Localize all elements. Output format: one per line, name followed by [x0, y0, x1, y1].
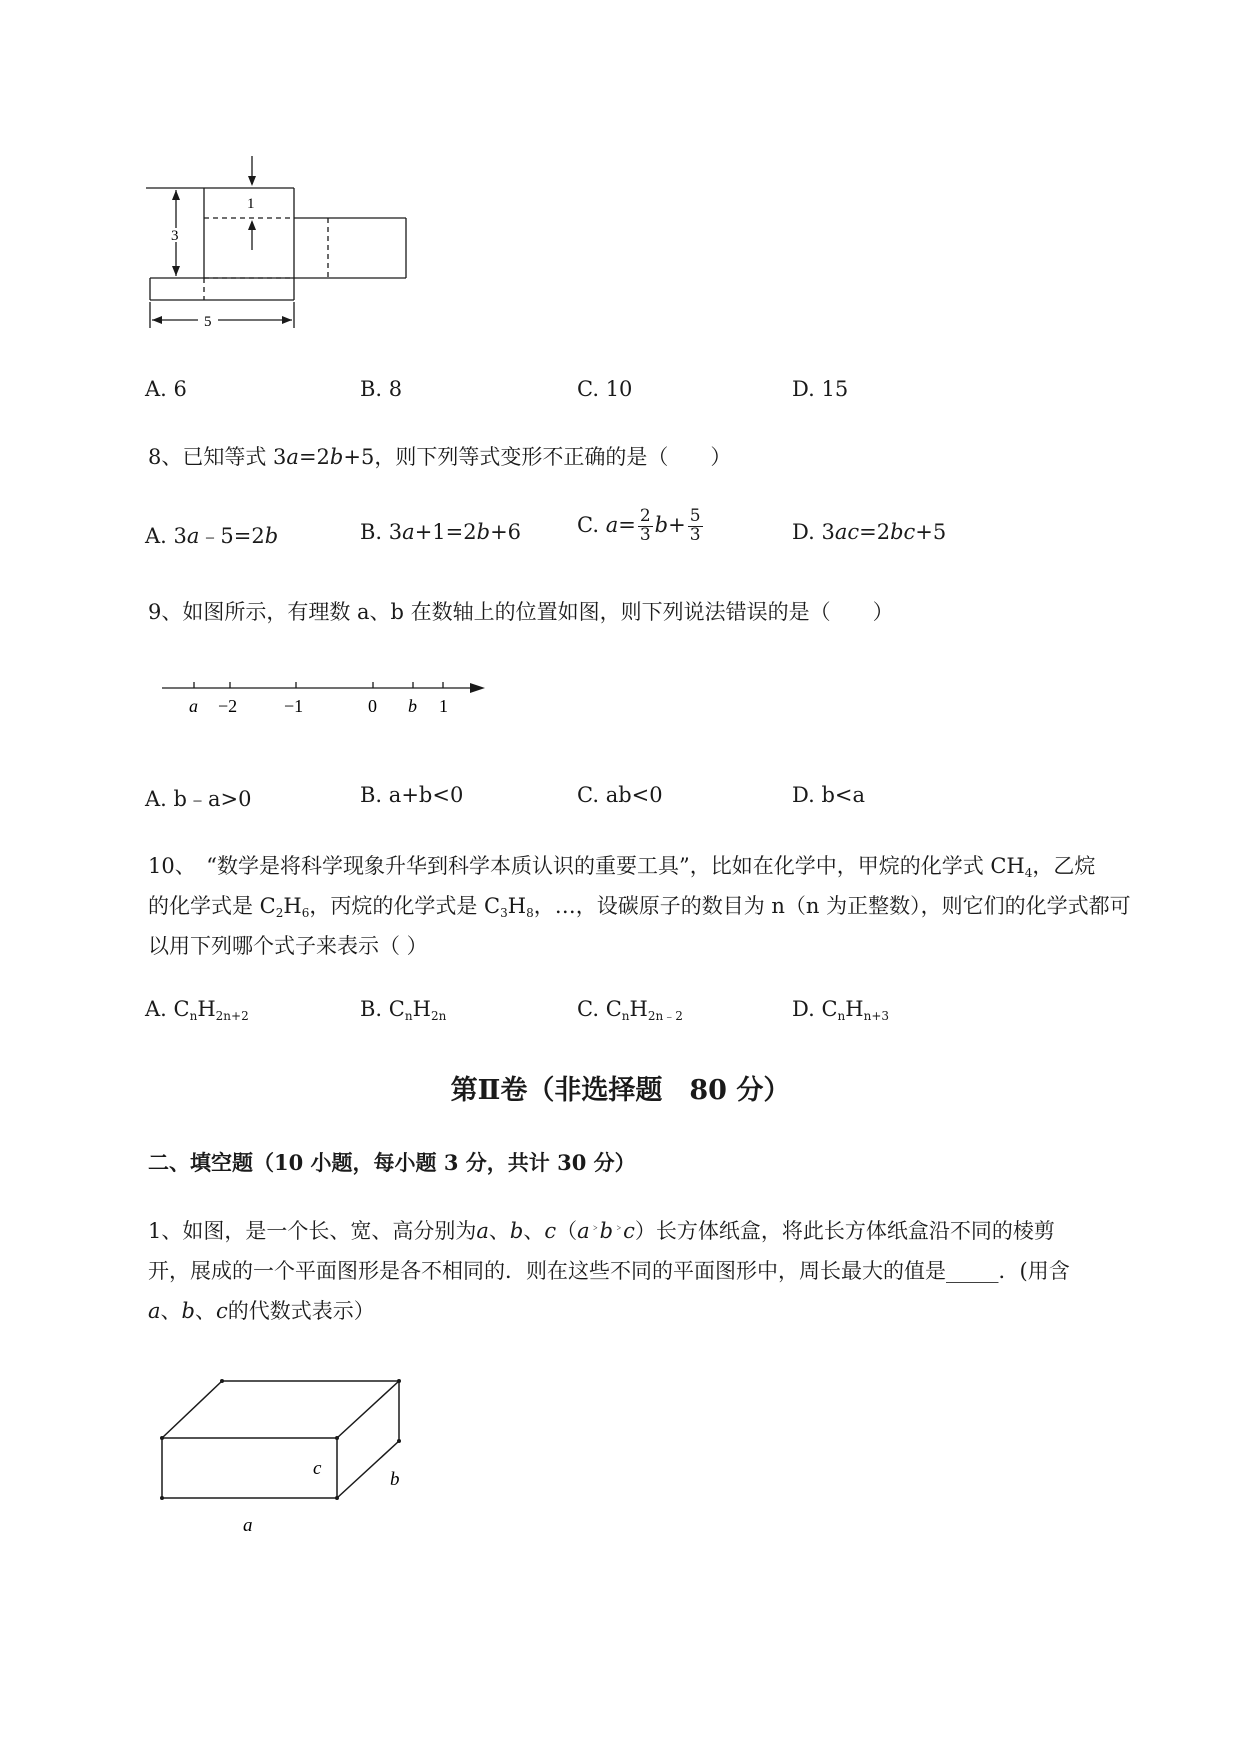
cuboid-label-c: c [313, 1458, 322, 1479]
vertex [335, 1436, 339, 1440]
q8-stem: 8、已知等式 3a=2b+5，则下列等式变形不正确的是（ ） [148, 445, 732, 469]
q9-option-c[interactable]: C. ab<0 [577, 783, 663, 807]
arrowhead-down [172, 266, 180, 276]
label-a: a [189, 696, 198, 716]
label-minus-1: −1 [284, 696, 304, 716]
label-minus-2: −2 [218, 696, 238, 716]
q9-option-d[interactable]: D. b<a [792, 783, 866, 807]
q8-option-c[interactable]: C. a= $\frac{2}{3}$ b+ $\frac{5}{3}$ [577, 506, 701, 545]
dim-label-1: 1 [247, 196, 255, 212]
q8-option-d[interactable]: D. 3ac=2bc+5 [792, 520, 947, 544]
fill1-cuboid-figure [150, 1365, 430, 1545]
q7-net-figure [140, 150, 420, 335]
vertex [160, 1496, 164, 1500]
fraction-two-thirds: $\frac{2}{3}$ [639, 506, 651, 545]
q10-option-b[interactable]: B. $C_nH_{2n}$ [360, 997, 447, 1023]
vertex [397, 1379, 401, 1383]
dim-label-3: 3 [171, 228, 179, 244]
fill1-line1: 1、如图，是一个长、宽、高分别为a、b、c（a﹥b﹥c）长方体纸盒，将此长方体纸盒沿不同的棱剪 [148, 1219, 1055, 1243]
q7-option-c[interactable]: C. 10 [577, 377, 633, 401]
cuboid-label-a: a [243, 1515, 253, 1536]
q7-option-d[interactable]: D. 15 [792, 377, 849, 401]
label-b: b [408, 696, 417, 716]
arrowhead-up [172, 190, 180, 200]
arrowhead-right [282, 316, 292, 324]
q7-option-b[interactable]: B. 8 [360, 377, 403, 401]
q8-option-a[interactable]: A. 3a﹣5=2b [145, 524, 279, 548]
number-line-arrow [470, 683, 485, 693]
vertex [220, 1379, 224, 1383]
section2-heading: 二、填空题（10 小题，每小题 3 分，共计 30 分） [148, 1150, 636, 1175]
q8-option-b[interactable]: B. 3a+1=2b+6 [360, 520, 522, 544]
q10-stem-line2: 的化学式是 $C_2H_6$，丙烷的化学式是 $C_3H_8$，…，设碳原子的数目为 n（n 为正整数），则它们的化学式都可 [148, 894, 1131, 920]
cuboid-top-right-edge [337, 1381, 399, 1438]
q9-option-a[interactable]: A. b﹣a>0 [145, 787, 252, 811]
q10-option-c[interactable]: C. $C_nH_{2n﹣2}$ [577, 997, 683, 1023]
fill1-line3: a、b、c的代数式表示） [148, 1299, 375, 1323]
label-1: 1 [439, 696, 448, 716]
arrowhead-left [152, 316, 162, 324]
q9-option-b[interactable]: B. a+b<0 [360, 783, 464, 807]
cuboid-front-face [162, 1438, 337, 1498]
q10-stem-line3: 以用下列哪个式子来表示（ ） [148, 934, 428, 958]
label-0: 0 [368, 696, 377, 716]
fill1-line2: 开，展成的一个平面图形是各不相同的．则在这些不同的平面图形中，周长最大的值是_____．(用含 [148, 1259, 1070, 1283]
fraction-five-thirds: $\frac{5}{3}$ [689, 506, 701, 545]
q10-option-d[interactable]: D. $C_nH_{n+3}$ [792, 997, 890, 1023]
q7-option-a[interactable]: A. 6 [145, 377, 187, 401]
cuboid-top-left-edge [162, 1381, 222, 1438]
vertex [335, 1496, 339, 1500]
dim-label-5: 5 [204, 314, 212, 330]
arrowhead-1-down [248, 176, 256, 186]
q9-stem: 9、如图所示，有理数 a、b 在数轴上的位置如图，则下列说法错误的是（ ） [148, 600, 894, 624]
section2-title: 第Ⅱ卷（非选择题 80 分） [450, 1075, 791, 1106]
cuboid-label-b: b [390, 1469, 400, 1490]
q9-number-line [160, 672, 490, 722]
arrowhead-1-up [248, 220, 256, 230]
q10-option-a[interactable]: A. $C_nH_{2n+2}$ [145, 997, 249, 1023]
q10-stem-line1: 10、 “数学是将科学现象升华到科学本质认识的重要工具”，比如在化学中，甲烷的化学式 $CH_4$，乙烷 [148, 854, 1096, 880]
vertex [160, 1436, 164, 1440]
vertex [397, 1439, 401, 1443]
